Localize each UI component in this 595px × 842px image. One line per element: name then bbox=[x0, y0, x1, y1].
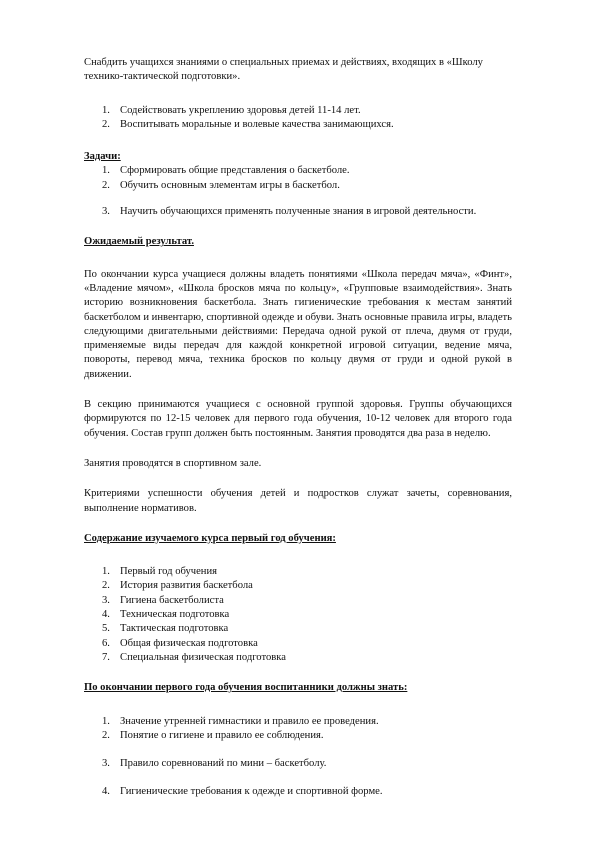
list-item: 3. Гигиена баскетболиста bbox=[102, 594, 224, 606]
result-paragraph: По окончании курса учащиеся должны владеть понятиями «Школа передач мяча», «Финт», «Владение мячом», «Школа бросков мяча по кольцу», «Групповые взаимодействия». Знать историю возникновения баскетбола. Знать гигиенические требования к местам занятий баскетболом и инвентарю, спортивной одежде и обуви. Знать основные правила игры, владеть следующими двигательными действиями: Передача одной рукой от плеча, двумя от груди, применяемые виды передач для каждой конкретной игровой ситуации, ведение мяча, повороты, перевод мяча, техника бросков по кольцу двумя от груди и одной рукой в движении. bbox=[84, 268, 512, 380]
list-item: 1. Первый год обучения bbox=[102, 566, 218, 578]
tasks-heading: Задачи: bbox=[84, 151, 121, 163]
document-content bbox=[84, 56, 512, 800]
list-item: 7. Специальная физическая подготовка bbox=[102, 651, 286, 663]
intro-paragraph: Снабдить учащихся знаниями о специальных приемах и действиях, входящих в «Школу технико-тактической подготовки». bbox=[84, 57, 483, 83]
list-item: 2. Обучить основным элементам игры в баскетбол. bbox=[102, 179, 340, 191]
list-item: 4. Техническая подготовка bbox=[102, 609, 230, 621]
knowledge-heading: По окончании первого года обучения воспитанники должны знать: bbox=[84, 682, 408, 694]
list-item: 1. Содействовать укреплению здоровья детей 11-14 лет. bbox=[102, 104, 361, 116]
list-item: 2. Понятие о гигиене и правило ее соблюдения. bbox=[102, 729, 324, 741]
criteria-paragraph: Критериями успешности обучения детей и подростков служат зачеты, соревнования, выполнение нормативов. bbox=[84, 488, 512, 514]
goals-list bbox=[84, 104, 512, 133]
list-item: 4. Гигиенические требования к одежде и спортивной форме. bbox=[102, 786, 383, 798]
course-list bbox=[84, 565, 512, 665]
result-heading: Ожидаемый результат. bbox=[84, 236, 194, 248]
list-item: 1. Сформировать общие представления о баскетболе. bbox=[102, 165, 350, 177]
tasks-list bbox=[84, 164, 512, 219]
list-item: 6. Общая физическая подготовка bbox=[102, 637, 258, 649]
enrollment-paragraph: В секцию принимаются учащиеся с основной группой здоровья. Группы обучающихся формируются по 12-15 человек для первого года обучения, 10-12 человек для второго года обучения. Состав групп должен быть постоянным. Занятия проводятся два раза в неделю. bbox=[84, 399, 512, 439]
location-paragraph: Занятия проводятся в спортивном зале. bbox=[84, 457, 262, 469]
knowledge-list bbox=[84, 715, 512, 800]
list-item: 3. Правило соревнований по мини – баскетболу. bbox=[102, 758, 327, 770]
list-item: 5. Тактическая подготовка bbox=[102, 623, 229, 635]
list-item: 3. Научить обучающихся применять полученные знания в игровой деятельности. bbox=[102, 206, 477, 218]
list-item: 2. История развития баскетбола bbox=[102, 580, 253, 592]
course-heading: Содержание изучаемого курса первый год обучения: bbox=[84, 532, 336, 544]
list-item: 1. Значение утренней гимнастики и правило ее проведения. bbox=[102, 715, 379, 727]
list-item: 2. Воспитывать моральные и волевые качества занимающихся. bbox=[102, 118, 394, 130]
